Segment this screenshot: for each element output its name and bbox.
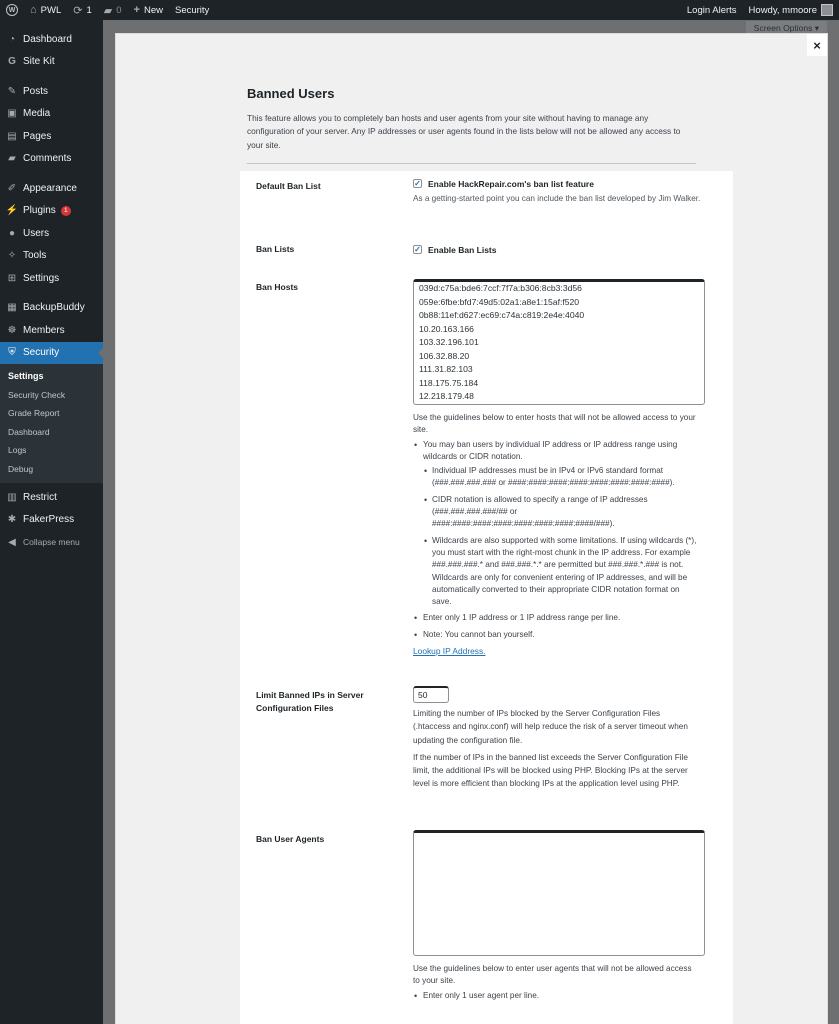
sidebar-item-plugins[interactable]: ⚡ Plugins 1 [0,200,103,223]
site-name-link[interactable]: ⌂ PWL [30,4,62,16]
security-admin-link[interactable]: Security [174,4,210,16]
ban-user-agents-guidelines [413,963,697,1002]
ban-user-agents-label: Ban User Agents [256,834,325,844]
submenu-debug[interactable]: Debug [8,463,34,474]
ban-hosts-label: Ban Hosts [256,282,299,292]
sidebar-item-tools[interactable]: ✧ Tools [7,250,47,262]
submenu-dashboard[interactable]: Dashboard [8,426,50,437]
collapse-menu-button[interactable]: ◀ Collapse menu [0,531,103,554]
admin-bar [0,0,839,20]
brush-icon: ✐ [7,182,17,194]
settings-form [240,171,733,1024]
sidebar-item-security[interactable]: ⛨ Security [0,342,103,365]
limit-ips-label: Limit Banned IPs in Server Configuration Files [256,690,364,713]
updates-icon: ⟳ [73,4,83,17]
ban-hosts-textarea[interactable] [413,279,705,405]
collapse-icon: ◀ [8,536,16,548]
host-entry: 059e:6fbe:bfd7:49d5:02a1:a8e1:15af:f520 [419,296,580,307]
user-account-menu[interactable]: Howdy, mmoore [743,0,839,20]
sidebar-item-appearance[interactable]: ✐ Appearance [7,182,77,194]
sidebar-item-settings[interactable]: ⊞ Settings [7,272,60,284]
ban-hosts-guidelines [413,412,697,658]
list-item: • You may ban users by individual IP address or IP address range using wildcards or CIDR notation. • Individual IP addresses must be in IPv4 or IPv6 standard format (###.###.###.### or ####:####:####:####:####:####:####:####). • CIDR notation is allowed to specify a range of IP addresses (###.###.###.###/## or ####:####:####:####:####:####:####:####/###). • Wildcards are also supported with some limitations. If using wildcards (*), you must start with the right-most chunk in the IP address. For example ###.###.###.* and ###.###.*.* are permitted but ###.###.*.### is not. Wildcards are only for convenient entering of IP addresses, and will be automatically converted to their appropriate CIDR notation format on save. [413,439,697,609]
sidebar-item-members[interactable]: ☸ Members [7,324,65,336]
submenu-settings[interactable]: Settings [8,371,44,382]
host-entry: 12.218.179.48 [419,391,474,401]
close-button[interactable]: × [807,34,827,56]
submenu-grade-report[interactable]: Grade Report [8,408,60,419]
divider [247,163,696,164]
ban-lists-label: Ban Lists [256,244,295,254]
sidebar-item-backupbuddy[interactable]: ▦ BackupBuddy [7,302,85,314]
users-icon: ● [8,227,16,239]
host-entry: 106.32.88.20 [419,350,470,361]
host-entry: 118.175.75.184 [419,377,479,388]
wordpress-logo-button[interactable] [0,0,24,20]
login-alerts-link[interactable]: Login Alerts [686,4,737,16]
backup-icon: ▦ [7,302,17,314]
list-item: • CIDR notation is allowed to specify a range of IP addresses (###.###.###.###/## or ####:####:####:####:####:####:####:####/###). [423,494,697,531]
new-content-link[interactable]: + New [133,4,163,16]
modal-title: Banned Users [247,86,335,101]
list-item: • Note: You cannot ban yourself. [413,629,697,641]
host-entry: 039d:c75a:bde6:7ccf:7f7a:b306:8cb3:3d56 [419,283,582,293]
default-ban-list-help: As a getting-started point you can include the ban list developed by Jim Walker. [413,194,701,203]
ban-user-agents-textarea[interactable] [413,830,705,956]
admin-sidebar [0,20,103,1024]
plugin-icon: ⚡ [5,205,19,217]
pin-icon: ✎ [7,85,17,97]
wrench-icon: ✧ [7,250,17,262]
comment-icon: ▰ [103,4,113,17]
hackrepair-checkbox-row[interactable]: ✓ Enable HackRepair.com's ban list feature [414,178,594,189]
hackrepair-checkbox[interactable]: ✓ [414,178,421,188]
lock-icon: ▥ [7,491,17,503]
sidebar-item-users[interactable]: ● Users [0,222,103,245]
pages-icon: ▤ [7,130,17,142]
list-item: • Wildcards are also supported with some limitations. If using wildcards (*), you must start with the right-most chunk in the IP address. For example ###.###.###.* and ###.###.*.* are permitted but ###.###.*.### is not. Wildcards are only for convenient entering of IP addresses, and will be automatically converted to their appropriate CIDR notation format on save. [423,535,697,609]
comments-link[interactable]: ▰ 0 [103,4,122,17]
host-entry: 10.20.163.166 [419,323,474,334]
settings-icon: ⊞ [7,272,17,284]
sidebar-item-fakerpress[interactable]: ✱ FakerPress [7,514,75,526]
members-icon: ☸ [7,324,17,336]
comment-icon: ▰ [8,153,16,165]
enable-ban-lists-checkbox[interactable]: ✓ [414,244,421,254]
modal-description: This feature allows you to completely ban hosts and user agents from your site without having to manage any configuration of your server. Any IP addresses or user agents found in the lists below will not be allowed any access to your site. [247,113,681,150]
media-icon: ▣ [7,108,17,120]
ban-user-agents-guide-intro: Use the guidelines below to enter user agents that will not be allowed access to your site. [413,964,692,986]
ban-hosts-guide-intro: Use the guidelines below to enter hosts that will not be allowed access to your site. [413,413,696,435]
limit-ips-input[interactable]: 50 [413,686,449,703]
host-entry: 0b88:11ef:d627:ec69:c74a:c819:2e4e:4040 [419,310,585,320]
wordpress-icon: W [6,4,18,16]
sidebar-item-site-kit[interactable]: G Site Kit [0,51,103,74]
list-item: • Enter only 1 user agent per line. [413,990,697,1002]
limit-ips-help-2: If the number of IPs in the banned list exceeds the Server Configuration File limit, the additional IPs will be blocked using PHP. Blocking IPs at the server level is more efficient than blocking IPs at the application level using PHP. [413,752,688,789]
host-entry: 111.31.82.103 [419,364,473,374]
sidebar-item-dashboard[interactable]: ◔ Dashboard [0,28,103,51]
sidebar-item-comments[interactable]: ▰ Comments [0,148,103,171]
plugins-update-badge: 1 [61,206,71,216]
limit-ips-help: Limiting the number of IPs blocked by the Server Configuration Files (.htaccess and nginx.conf) will help reduce the risk of a server timeout when updating the configuration file. [413,709,688,745]
sidebar-item-restrict[interactable]: ▥ Restrict [7,491,57,503]
list-item: • Individual IP addresses must be in IPv4 or IPv6 standard format (###.###.###.### or ####:####:####:####:####:####:####:####). [423,465,697,490]
home-icon: ⌂ [30,4,37,16]
sidebar-item-posts[interactable]: ✎ Posts [7,85,49,97]
host-entry: 103.32.196.101 [419,337,479,347]
plus-icon: + [133,4,140,16]
sitekit-icon: G [8,56,16,68]
submenu-security-check[interactable]: Security Check [8,389,66,400]
updates-link[interactable]: ⟳ 1 [73,4,92,17]
list-item: • Enter only 1 IP address or 1 IP address range per line. [413,612,697,624]
security-submenu [0,364,103,483]
submenu-logs[interactable]: Logs [8,445,27,456]
avatar [821,4,833,16]
shield-icon: ⛨ [8,347,16,359]
enable-ban-lists-checkbox-row[interactable]: ✓ Enable Ban Lists [414,244,497,255]
sidebar-item-pages[interactable]: ▤ Pages [7,130,52,142]
sidebar-item-media[interactable]: ▣ Media [7,108,51,120]
lookup-ip-link[interactable]: Lookup IP Address. [413,646,486,657]
fakerpress-icon: ✱ [7,514,17,526]
screen-options-button[interactable]: Screen Options ▾ [746,21,827,35]
dashboard-icon: ◔ [8,33,16,45]
default-ban-list-label: Default Ban List [256,181,321,191]
